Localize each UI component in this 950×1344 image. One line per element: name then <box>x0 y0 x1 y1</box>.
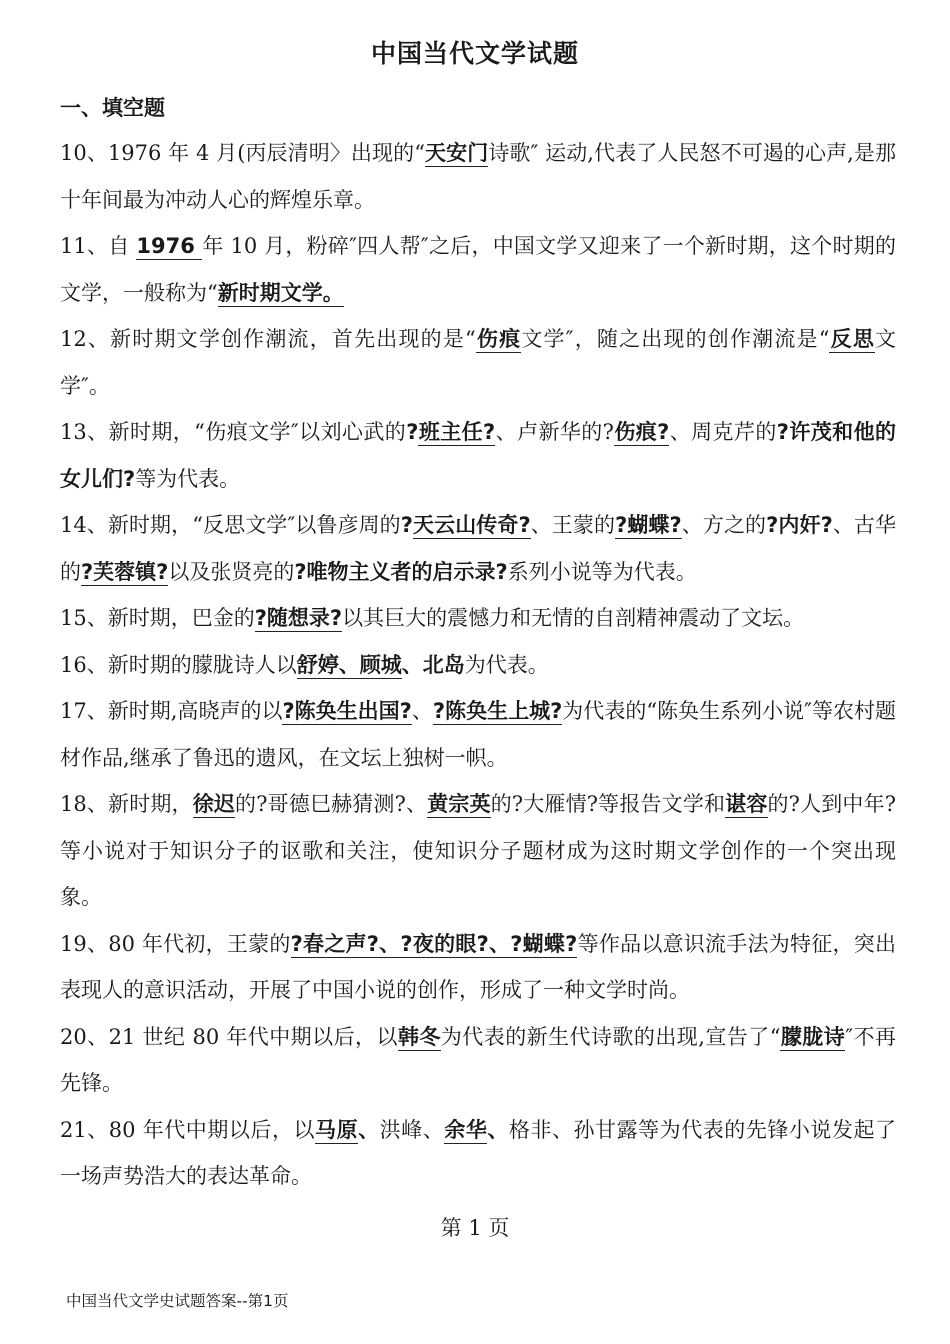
question-q21 <box>60 1107 896 1200</box>
question-text: 21、80 年代中期以后，以 <box>60 1117 316 1142</box>
question-text: 以及张贤亮的 <box>168 559 295 584</box>
question-text: 12、新时期文学创作潮流，首先出现的是“ <box>60 327 476 351</box>
answer-blank: ?陈奂生上城? <box>432 699 563 723</box>
question-q17 <box>60 688 896 781</box>
question-text: ″不再先锋。 <box>60 1024 896 1095</box>
bold-text: ? <box>406 420 419 444</box>
question-text: 的?人到中年?等小说对于知识分子的讴歌和关注，使知识分子题材成为这时期文学创作的一个突出现象。 <box>60 792 896 909</box>
question-q11 <box>60 223 896 316</box>
answer-blank: 伤痕 <box>475 327 522 351</box>
answer-blank: 余华 <box>444 1117 488 1142</box>
answer-blank: ?蝴蝶? <box>615 513 682 537</box>
answer-blank: 马原 <box>315 1117 359 1142</box>
question-text: 14、新时期，“反思文学″以鲁彦周的 <box>60 513 401 537</box>
question-text: 、周克芹的 <box>669 420 777 444</box>
question-list <box>60 130 896 1200</box>
bold-text: 、 <box>487 1117 509 1142</box>
answer-blank: 谌容 <box>725 792 768 816</box>
question-text: 的?大雁情?等报告文学和 <box>490 792 726 816</box>
question-text: 文学″。 <box>60 327 897 398</box>
question-text: 13、新时期，“伤痕文学″以刘心武的 <box>60 420 407 444</box>
question-text: 洪峰、 <box>379 1117 445 1142</box>
answer-blank: 天云山传奇? <box>412 513 531 537</box>
question-text: 10、1976 年 4 月(丙辰清明〉出现的“ <box>60 141 425 165</box>
section-heading: 一、填空题 <box>60 96 165 120</box>
question-text: 年 10 月，粉碎″四人帮″之后，中国文学又迎来了一个新时期，这个时期的文学，一般称为“ <box>60 234 896 305</box>
question-text: 、 <box>411 699 433 723</box>
bold-text: ? <box>400 513 413 537</box>
question-q19 <box>60 921 896 1014</box>
question-text: 为代表的“陈奂生系列小说″等农村题材作品,继承了鲁迅的遗风，在文坛上独树一帜。 <box>60 699 896 770</box>
answer-blank: 朦胧诗 <box>780 1024 846 1049</box>
question-text: 11、自 <box>60 234 137 258</box>
question-text: 、方之的 <box>681 513 767 537</box>
footer-caption: 中国当代文学史试题答案--第1页 <box>66 1292 289 1310</box>
bold-text: 、北岛 <box>401 652 465 677</box>
question-q15 <box>60 595 896 642</box>
answer-blank: 韩冬 <box>397 1024 441 1049</box>
question-q20 <box>60 1014 896 1107</box>
question-text: 以其巨大的震憾力和无情的自剖精神震动了文坛。 <box>342 606 805 630</box>
answer-blank: ?随想录? <box>254 606 343 630</box>
bold-text: 、 <box>358 1117 380 1142</box>
answer-blank: 舒婷、 <box>296 652 360 677</box>
answer-blank: 黄宗英 <box>427 792 491 816</box>
question-text: 17、新时期,高晓声的以 <box>60 699 283 723</box>
answer-blank: 徐迟 <box>192 792 236 816</box>
question-text: 、卢新华的? <box>495 420 614 444</box>
question-text: 15、新时期，巴金的 <box>60 606 255 630</box>
question-text: 格非、孙甘露等为代表的先锋小说发起了一场声势浩大的表达革命。 <box>60 1117 897 1188</box>
question-text: 为代表。 <box>464 652 549 677</box>
answer-blank: 顾城 <box>359 652 402 677</box>
question-text: 系列小说等为代表。 <box>507 559 697 584</box>
answer-blank: 1976 <box>136 234 203 258</box>
question-text: 、王蒙的 <box>530 513 616 537</box>
question-q14 <box>60 502 896 595</box>
question-text: 20、21 世纪 80 年代中期以后，以 <box>60 1024 398 1049</box>
question-q13 <box>60 409 896 502</box>
bold-text: ?许茂和他的女儿们? <box>60 420 896 491</box>
question-text: 18、新时期， <box>60 792 193 816</box>
answer-blank: ?芙蓉镇? <box>81 559 169 584</box>
answer-blank: ?春之声?、?夜的眼?、?蝴蝶? <box>290 931 578 956</box>
document-title: 中国当代文学试题 <box>370 39 579 68</box>
question-text: 文学″，随之出现的创作潮流是“ <box>521 327 830 351</box>
question-text: 19、80 年代初，王蒙的 <box>60 931 291 956</box>
question-text: 的?哥德巳赫猜测?、 <box>235 792 428 816</box>
page-number: 第 1 页 <box>440 1216 510 1240</box>
answer-blank: 伤痕? <box>613 420 670 444</box>
question-text: 为代表的新生代诗歌的出现,宣告了“ <box>440 1024 781 1049</box>
question-q10 <box>60 130 896 223</box>
question-q12 <box>60 316 896 409</box>
question-q18 <box>60 781 896 921</box>
answer-blank: 班主任? <box>418 420 496 444</box>
answer-blank: 新时期文学。 <box>217 280 344 305</box>
bold-text: ?唯物主义者的启示录? <box>294 559 508 584</box>
answer-blank: 反思 <box>829 327 876 351</box>
question-text: 诗歌″ 运动,代表了人民怒不可遏的心声,是那十年间最为冲动人心的辉煌乐章。 <box>60 141 897 212</box>
answer-blank: 天安门 <box>424 141 489 165</box>
question-text: 等为代表。 <box>135 466 241 491</box>
answer-blank: ?陈奂生出国? <box>282 699 412 723</box>
question-text: 16、新时期的朦胧诗人以 <box>60 652 297 677</box>
question-text: 等作品以意识流手法为特征，突出表现人的意识活动，开展了中国小说的创作，形成了一种文学时尚。 <box>60 931 897 1002</box>
question-q16 <box>60 642 896 689</box>
question-text: 、古华的 <box>60 513 897 584</box>
bold-text: ?内奸? <box>766 513 833 537</box>
